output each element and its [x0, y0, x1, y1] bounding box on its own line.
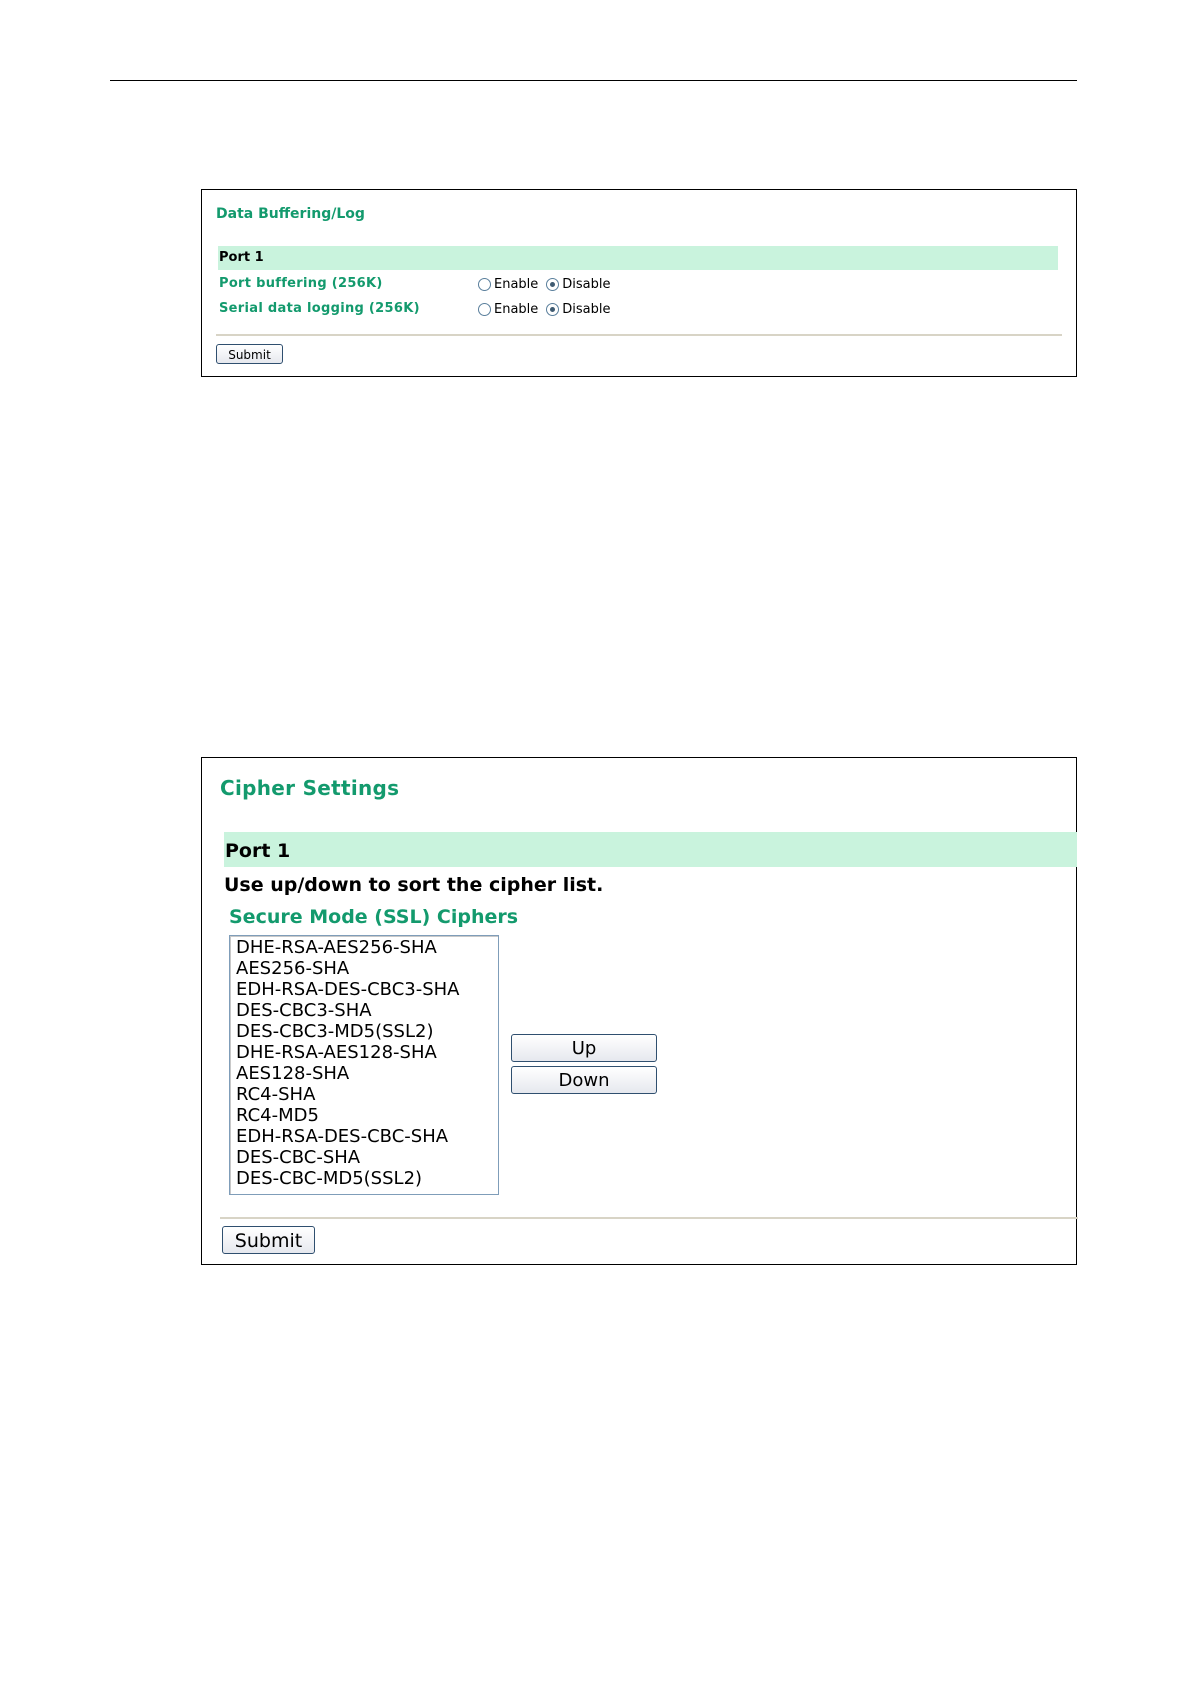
serial-data-logging-row — [219, 299, 1059, 319]
cipher-list-item[interactable]: AES256-SHA — [236, 958, 350, 979]
disable-label: Disable — [562, 276, 611, 292]
cipher-list-item[interactable]: DES-CBC-SHA — [236, 1147, 361, 1168]
serial-data-logging-label: Serial data logging (256K) — [219, 301, 420, 316]
sort-instruction: Use up/down to sort the cipher list. — [224, 874, 604, 896]
cipher-list-item[interactable]: EDH-RSA-DES-CBC-SHA — [236, 1126, 449, 1147]
cipher-list-item[interactable]: RC4-SHA — [236, 1084, 316, 1105]
divider — [220, 1217, 1078, 1219]
cipher-list-item[interactable]: DES-CBC-MD5(SSL2) — [236, 1168, 423, 1189]
serial-logging-enable-radio[interactable] — [478, 302, 538, 317]
cipher-settings-panel — [201, 757, 1077, 1265]
move-up-button[interactable]: Up — [511, 1034, 657, 1062]
cipher-list-item[interactable]: EDH-RSA-DES-CBC3-SHA — [236, 979, 460, 1000]
submit-button[interactable]: Submit — [222, 1226, 315, 1254]
cipher-settings-title: Cipher Settings — [220, 776, 400, 800]
cipher-list-item[interactable]: DES-CBC3-MD5(SSL2) — [236, 1021, 434, 1042]
disable-label: Disable — [562, 301, 611, 317]
data-buffering-panel — [201, 189, 1077, 377]
data-buffering-title: Data Buffering/Log — [216, 206, 365, 222]
port-header: Port 1 — [224, 832, 1077, 867]
port-header: Port 1 — [218, 246, 1058, 270]
enable-label: Enable — [494, 301, 539, 317]
serial-logging-disable-radio[interactable] — [546, 302, 610, 317]
enable-label: Enable — [494, 276, 539, 292]
radio-on-icon[interactable] — [546, 303, 559, 316]
radio-off-icon[interactable] — [478, 303, 491, 316]
port-buffering-enable-radio[interactable] — [478, 277, 538, 292]
ssl-ciphers-heading: Secure Mode (SSL) Ciphers — [229, 906, 519, 928]
cipher-list-item[interactable]: RC4-MD5 — [236, 1105, 319, 1126]
port-buffering-row — [219, 274, 1059, 294]
cipher-list-item[interactable]: DHE-RSA-AES256-SHA — [236, 937, 437, 958]
radio-on-icon[interactable] — [546, 278, 559, 291]
cipher-list-item[interactable]: DHE-RSA-AES128-SHA — [236, 1042, 437, 1063]
serial-data-logging-radio-group — [478, 299, 611, 319]
cipher-listbox[interactable] — [229, 935, 499, 1195]
move-down-button[interactable]: Down — [511, 1066, 657, 1094]
port-buffering-label: Port buffering (256K) — [219, 276, 383, 291]
submit-button[interactable]: Submit — [216, 344, 283, 364]
divider — [216, 334, 1062, 336]
port-buffering-radio-group — [478, 274, 611, 294]
cipher-list-item[interactable]: AES128-SHA — [236, 1063, 350, 1084]
header-rule — [110, 80, 1077, 81]
port-buffering-disable-radio[interactable] — [546, 277, 610, 292]
cipher-list-item[interactable]: DES-CBC3-SHA — [236, 1000, 372, 1021]
radio-off-icon[interactable] — [478, 278, 491, 291]
